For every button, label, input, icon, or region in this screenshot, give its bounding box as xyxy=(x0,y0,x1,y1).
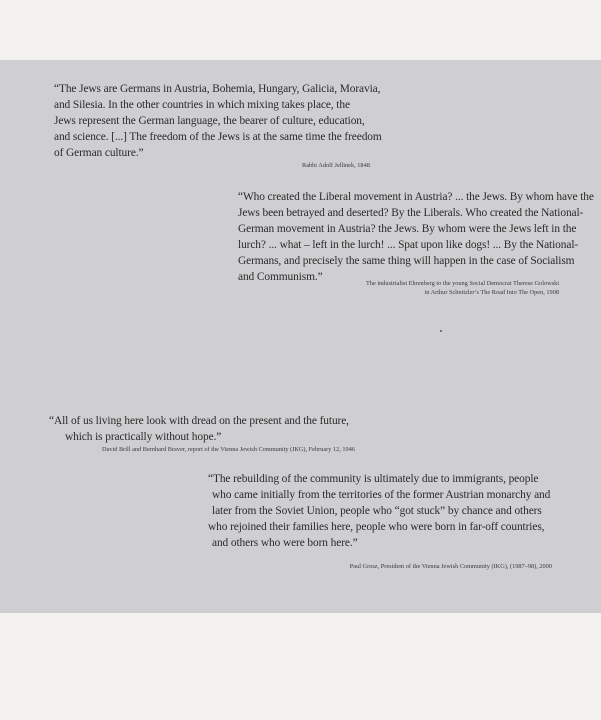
quote-grosz xyxy=(208,471,550,551)
quote-line: which is practically without hope.” xyxy=(65,431,222,443)
quote-line: of German culture.” xyxy=(54,147,144,159)
quote-jellinek xyxy=(54,81,382,161)
quote-line: Germans, and precisely the same thing will happen in the case of Socialism xyxy=(238,255,575,267)
quote-line: German movement in Austria? the Jews. By whom were the Jews left in the xyxy=(238,223,577,235)
quote-line: later from the Soviet Union, people who “got stuck” by chance and others xyxy=(212,505,542,517)
quote-line: “All of us living here look with dread on the present and the future, xyxy=(49,415,349,427)
attribution-schnitzler xyxy=(366,279,559,297)
quote-line: and science. [...] The freedom of the Jews is at the same time the freedom xyxy=(54,131,382,143)
quote-line: lurch? ... what – left in the lurch! ... Spat upon like dogs! ... By the National- xyxy=(238,239,579,251)
quote-schnitzler xyxy=(238,189,594,285)
attribution-line: Rabbi Adolf Jellinek, 1848 xyxy=(302,162,370,169)
quote-line: who rejoined their families here, people who were born in far-off countries, xyxy=(208,521,545,533)
quote-line: and others who were born here.” xyxy=(212,537,358,549)
attribution-jellinek xyxy=(302,161,370,170)
attribution-line: Paul Grosz, President of the Vienna Jewish Community (IKG), (1987–98), 2000 xyxy=(349,563,552,570)
quote-line: Jews been betrayed and deserted? By the Liberals. Who created the National- xyxy=(238,207,584,219)
quote-line: and Communism.” xyxy=(238,271,323,283)
attribution-line: in Arthur Schnitzler’s The Road Into The Open, 1908 xyxy=(424,289,559,296)
attribution-brill-braver xyxy=(102,445,355,454)
attribution-grosz xyxy=(350,562,552,571)
quote-brill-braver xyxy=(49,413,349,445)
quote-line: “The rebuilding of the community is ultimately due to immigrants, people xyxy=(208,473,539,485)
quote-line: “Who created the Liberal movement in Austria? ... the Jews. By whom have the xyxy=(238,191,594,203)
attribution-line: David Brill and Bernhard Braver, report of the Vienna Jewish Community (IKG), February 12, 1946 xyxy=(102,446,355,453)
quote-line: and Silesia. In the other countries in which mixing takes place, the xyxy=(54,99,350,111)
dust-speck xyxy=(440,330,442,332)
quote-line: who came initially from the territories of the former Austrian monarchy and xyxy=(212,489,551,501)
attribution-line: The industrialist Ehrenberg to the young Social Democrat Therese Golowski xyxy=(365,280,559,287)
quote-line: Jews represent the German language, the bearer of culture, education, xyxy=(54,115,365,127)
quote-line: “The Jews are Germans in Austria, Bohemia, Hungary, Galicia, Moravia, xyxy=(54,83,381,95)
